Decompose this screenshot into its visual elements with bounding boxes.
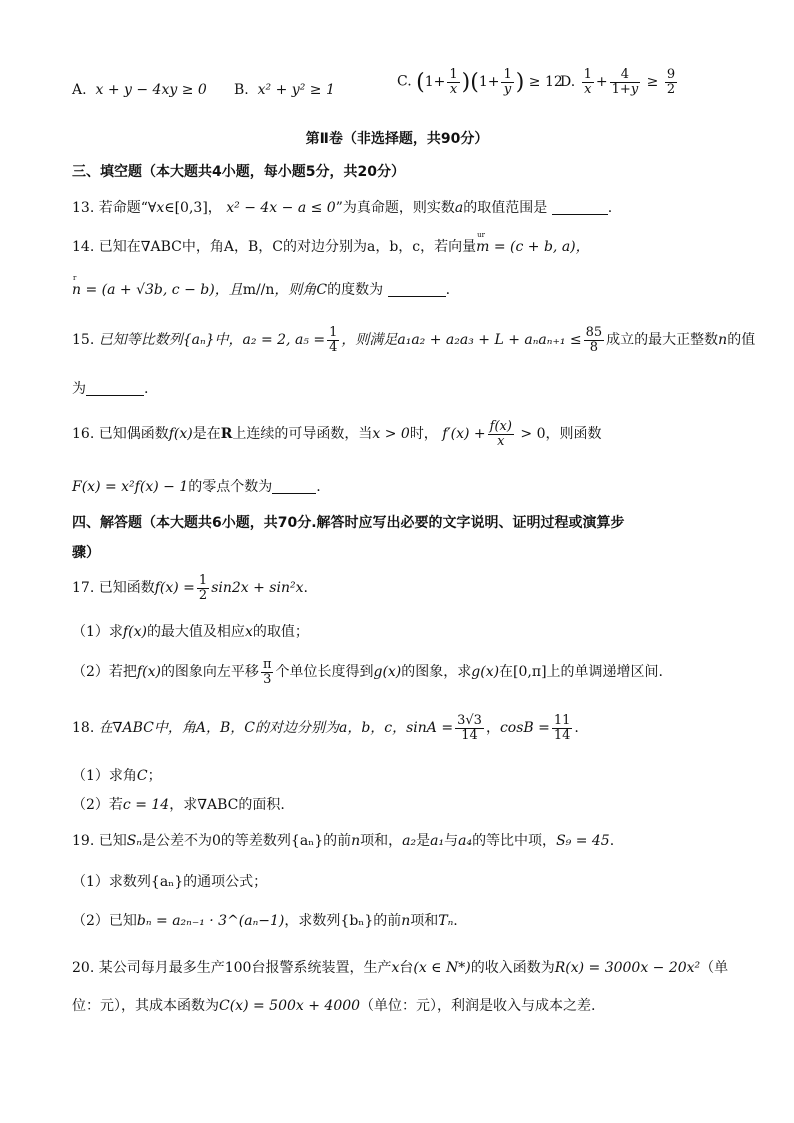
part2-title: 第Ⅱ卷（非选择题，共90分） bbox=[305, 131, 489, 147]
answer-blank bbox=[86, 380, 144, 396]
question-19: 19. 已知Sₙ是公差不为0的等差数列{aₙ}的前n项和，a₂是a₁与a₄的等比中项，S₉ = 45. bbox=[72, 833, 615, 849]
question-16: 16. 已知偶函数f(x)是在R上连续的可导函数，当x > 0时， f′(x) + $\frac{f(x)}{x}$ > 0，则函数 bbox=[72, 419, 602, 449]
choice-b: B. x² + y² ≥ 1 bbox=[234, 82, 335, 98]
answer-blank bbox=[388, 281, 446, 297]
question-18-part2: （2）若c = 14，求∇ABC的面积. bbox=[72, 797, 285, 813]
question-17: 17. 已知函数f(x) = $\frac{1}{2}$ sin2x + sin²x. bbox=[72, 573, 308, 603]
question-17-part2: （2）若把f(x)的图象向左平移 $\frac{\pi}{3}$ 个单位长度得到g(x)的图象，求g(x)在[0,π]上的单调递增区间. bbox=[72, 657, 663, 687]
question-17-part1: （1）求f(x)的最大值及相应x的取值； bbox=[72, 624, 309, 640]
question-19-part1: （1）求数列{aₙ}的通项公式； bbox=[72, 874, 268, 890]
question-14-line2: r n = (a + √3b, c − b)，且m//n，则角C的度数为 . bbox=[72, 281, 450, 300]
question-15: 15. 已知等比数列{aₙ}中，a₂ = 2, a₅ = $\frac{1}{4}$ ，则满足a₁a₂ + a₂a₃ + L + aₙaₙ₊₁ ≤ $\frac{85}{8}$ 成立的最大正整数n的值 bbox=[72, 325, 756, 355]
question-14: 14. 已知在∇ABC中，角A，B，C的对边分别为a，b，c，若向量ur m = (c + b, a)， bbox=[72, 239, 590, 257]
answer-blank bbox=[552, 199, 608, 215]
choice-a: A. x + y − 4xy ≥ 0 bbox=[72, 82, 207, 98]
choice-c: C. (1+ $\frac{1}{x}$ )(1+ $\frac{1}{y}$ ) ≥ 12 bbox=[397, 67, 563, 97]
section3-heading: 三、填空题（本大题共4小题，每小题5分，共20分） bbox=[72, 164, 405, 180]
question-18-part1: （1）求角C； bbox=[72, 768, 162, 784]
question-15-line2: 为 . bbox=[72, 381, 149, 397]
section4-heading-cont: 骤） bbox=[72, 545, 100, 561]
question-18: 18. 在∇ABC中，角A，B，C的对边分别为a，b，c，sinA = $\frac{3√3}{14}$ ，cosB = $\frac{11}{14}$ . bbox=[72, 713, 579, 743]
answer-blank bbox=[272, 478, 316, 494]
section4-heading: 四、解答题（本大题共6小题，共70分.解答时应写出必要的文字说明、证明过程或演算步 bbox=[72, 515, 625, 531]
choice-d: D. $\frac{1}{x}$ + $\frac{4}{1+y}$ ≥ $\frac{9}{2}$ bbox=[560, 67, 676, 97]
question-20: 20. 某公司每月最多生产100台报警系统装置，生产x台(x ∈ N*)的收入函数为R(x) = 3000x − 20x²（单 bbox=[72, 960, 729, 976]
question-16-line2: F(x) = x²f(x) − 1的零点个数为 . bbox=[72, 479, 321, 495]
question-20-line2: 位：元），其成本函数为C(x) = 500x + 4000（单位：元），利润是收入与成本之差. bbox=[72, 998, 596, 1014]
question-19-part2: （2）已知bₙ = a₂ₙ₋₁ · 3^(aₙ−1)，求数列{bₙ}的前n项和Tₙ. bbox=[72, 913, 458, 929]
question-13: 13. 若命题“∀x∈[0,3]， x² − 4x − a ≤ 0”为真命题，则实数a的取值范围是 . bbox=[72, 200, 613, 216]
